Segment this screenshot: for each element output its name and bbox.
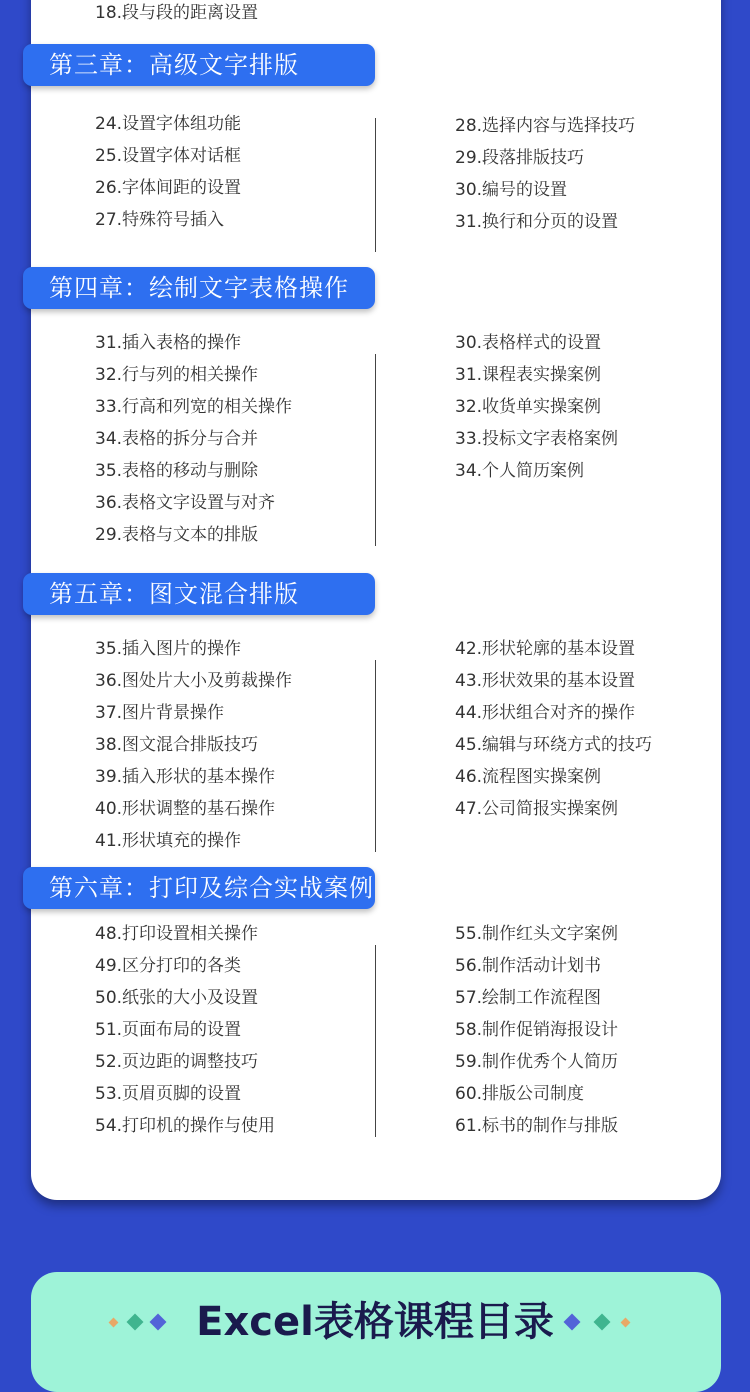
outline-item: 37.图片背景操作 [95, 703, 225, 723]
outline-item: 26.字体间距的设置 [95, 178, 242, 198]
outline-item: 44.形状组合对齐的操作 [455, 703, 636, 723]
chapter-left-column [95, 327, 292, 551]
outline-item: 25.设置字体对话框 [95, 146, 242, 166]
outline-item: 41.形状填充的操作 [95, 831, 242, 851]
outline-item: 39.插入形状的基本操作 [95, 767, 276, 787]
outline-item: 35.插入图片的操作 [95, 639, 242, 659]
outline-item: 18.段与段的距离设置 [95, 3, 259, 23]
column-divider [375, 118, 376, 252]
outline-item: 42.形状轮廓的基本设置 [455, 639, 636, 659]
outline-item: 57.绘制工作流程图 [455, 988, 602, 1008]
chapter-header: 第四章：绘制文字表格操作 [23, 267, 375, 309]
outline-item: 31.换行和分页的设置 [455, 212, 619, 232]
outline-item: 61.标书的制作与排版 [455, 1116, 619, 1136]
outline-item: 43.形状效果的基本设置 [455, 671, 636, 691]
chapter-left-column [95, 633, 292, 857]
outline-item: 49.区分打印的各类 [95, 956, 242, 976]
outline-item: 53.页眉页脚的设置 [95, 1084, 242, 1104]
chapter-left-column [95, 918, 275, 1142]
chapter-right-column [455, 918, 618, 1142]
outline-item: 30.表格样式的设置 [455, 333, 602, 353]
outline-item: 34.个人简历案例 [455, 461, 585, 481]
outline-item: 50.纸张的大小及设置 [95, 988, 259, 1008]
outline-item: 31.课程表实操案例 [455, 365, 602, 385]
column-divider [375, 945, 376, 1137]
outline-item: 52.页边距的调整技巧 [95, 1052, 259, 1072]
outline-item: 56.制作活动计划书 [455, 956, 602, 976]
outline-item: 32.行与列的相关操作 [95, 365, 259, 385]
column-divider [375, 660, 376, 852]
outline-item: 30.编号的设置 [455, 180, 568, 200]
chapter-right-column [455, 633, 652, 825]
outline-item: 36.表格文字设置与对齐 [95, 493, 276, 513]
outline-item: 45.编辑与环绕方式的技巧 [455, 735, 653, 755]
outline-item: 40.形状调整的基石操作 [95, 799, 276, 819]
outline-item: 29.段落排版技巧 [455, 148, 585, 168]
outline-item: 32.收货单实操案例 [455, 397, 602, 417]
outline-item: 28.选择内容与选择技巧 [455, 116, 636, 136]
chapter-header: 第五章：图文混合排版 [23, 573, 375, 615]
chapter-right-column [455, 110, 635, 238]
outline-item: 48.打印设置相关操作 [95, 924, 259, 944]
chapter-header: 第三章：高级文字排版 [23, 44, 375, 86]
outline-item: 36.图处片大小及剪裁操作 [95, 671, 293, 691]
section-title: Excel表格课程目录 [196, 1299, 554, 1345]
outline-item: 47.公司简报实操案例 [455, 799, 619, 819]
outline-item: 24.设置字体组功能 [95, 114, 242, 134]
outline-item: 55.制作红头文字案例 [455, 924, 619, 944]
outline-item: 29.表格与文本的排版 [95, 525, 259, 545]
outline-item: 51.页面布局的设置 [95, 1020, 242, 1040]
outline-item: 34.表格的拆分与合并 [95, 429, 259, 449]
outline-item: 31.插入表格的操作 [95, 333, 242, 353]
column-divider [375, 354, 376, 546]
chapter-header: 第六章：打印及综合实战案例 [23, 867, 375, 909]
chapter-left-column [95, 108, 241, 236]
outline-item: 33.行高和列宽的相关操作 [95, 397, 293, 417]
outline-item: 35.表格的移动与删除 [95, 461, 259, 481]
outline-item: 58.制作促销海报设计 [455, 1020, 619, 1040]
outline-item: 38.图文混合排版技巧 [95, 735, 259, 755]
outline-item: 59.制作优秀个人简历 [455, 1052, 619, 1072]
outline-item: 60.排版公司制度 [455, 1084, 585, 1104]
outline-item: 54.打印机的操作与使用 [95, 1116, 276, 1136]
outline-item: 46.流程图实操案例 [455, 767, 602, 787]
outline-item: 27.特殊符号插入 [95, 210, 225, 230]
chapter-right-column [455, 327, 618, 487]
outline-item: 33.投标文字表格案例 [455, 429, 619, 449]
